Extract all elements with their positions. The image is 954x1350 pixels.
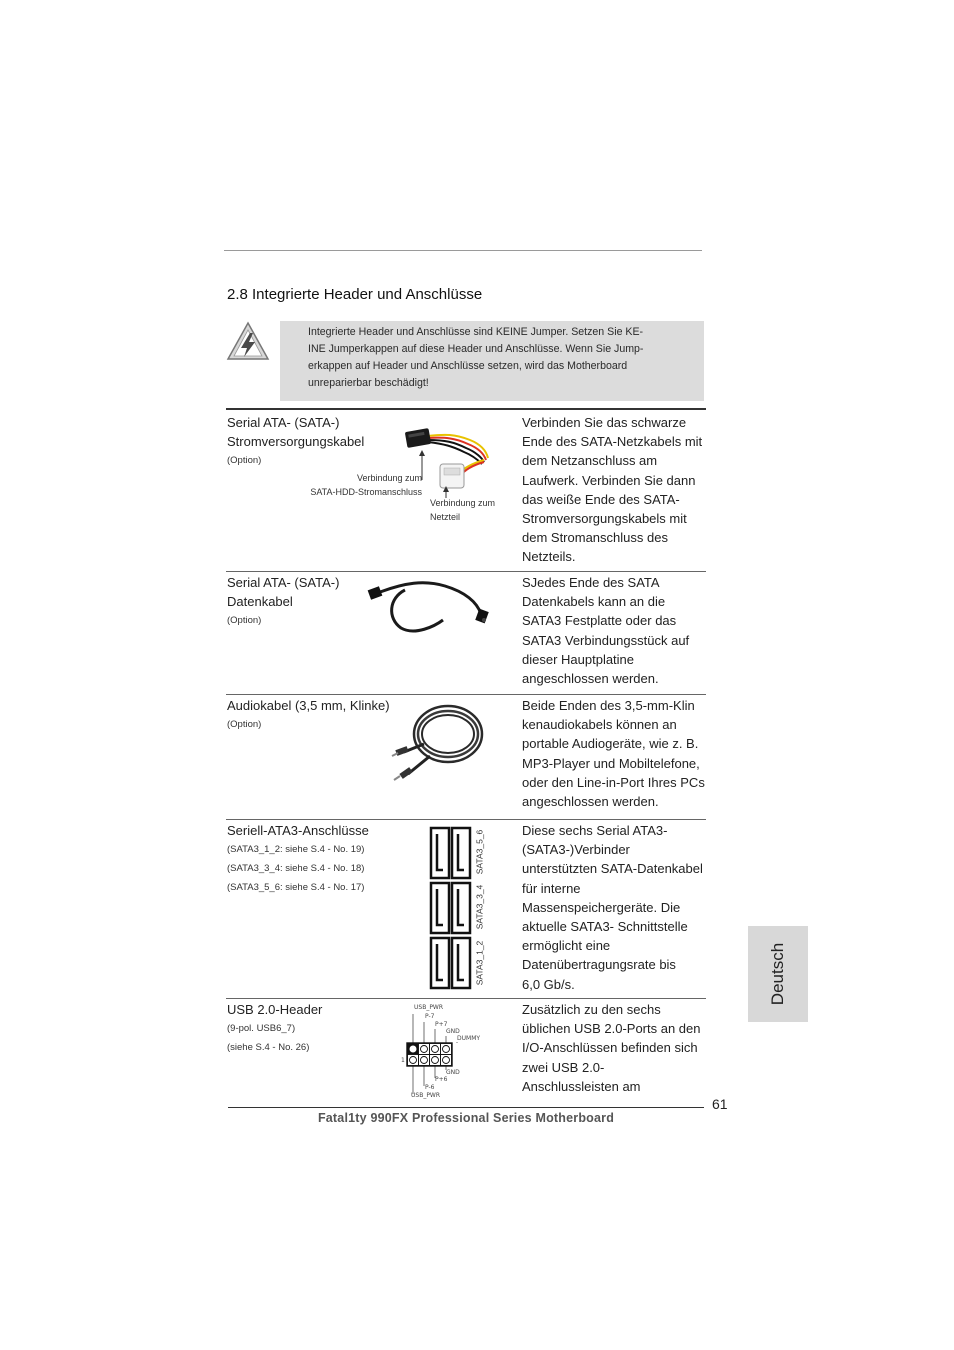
pin-label: 1 [401, 1057, 405, 1064]
sub-label: (SATA3_3_4: siehe S.4 - No. 18) [227, 863, 365, 874]
top-divider [224, 250, 702, 251]
pin-label: P-6 [425, 1084, 435, 1091]
table-top-rule [226, 408, 706, 410]
row-divider [226, 819, 706, 820]
row-label-line: Serial ATA- (SATA-) [227, 575, 340, 590]
pin-label: GND [446, 1028, 460, 1035]
row-divider [226, 571, 706, 572]
row-description: Beide Enden des 3,5-mm-Klin kenaudiokabels können an portable Audiogeräte, wie z. B. MP3-Player und Mobiltelefone, oder den Line-in-Port Ihres PCs angeschlossen werden. [522, 698, 705, 810]
row-label-line: Seriell-ATA3-Anschlüsse [227, 823, 369, 838]
connector-label-sata3-3-4: SATA3_3_4 [474, 884, 485, 930]
audio-cable-icon [390, 700, 490, 782]
language-tab-label: Deutsch [768, 942, 787, 1006]
pin-label: P+6 [435, 1076, 448, 1083]
pin-label: P+7 [435, 1021, 448, 1028]
row-description: Zusätzlich zu den sechs üblichen USB 2.0-Ports an den I/O-Anschlüssen befinden sich zwei USB 2.0- Anschlussleisten am [522, 1002, 701, 1094]
caption-hdd-connection: Verbindung zum SATA-HDD-Stromanschluss [310, 473, 422, 497]
connector-label-sata3-5-6: SATA3_5_6 [474, 829, 485, 875]
pin-label: P-7 [425, 1013, 435, 1020]
row-label-line: Stromversorgungskabel [227, 434, 365, 449]
sub-label: (9-pol. USB6_7) [227, 1023, 296, 1034]
row-label-line: Audiokabel (3,5 mm, Klinke) [227, 698, 390, 713]
option-label: (Option) [227, 719, 262, 730]
pin-label: USB_PWR [414, 1004, 444, 1011]
option-label: (Option) [227, 615, 262, 626]
row-divider [226, 694, 706, 695]
sata-power-cable-icon [400, 420, 500, 500]
sata-data-cable-icon [365, 576, 495, 636]
option-label: (Option) [227, 455, 262, 466]
footer-divider [228, 1107, 704, 1108]
sub-label: (SATA3_5_6: siehe S.4 - No. 17) [227, 882, 365, 893]
sata-connectors-icon [428, 826, 474, 990]
row-label-line: Datenkabel [227, 594, 293, 609]
page-number: 61 [712, 1096, 728, 1112]
pin-label: DUMMY [457, 1035, 481, 1042]
section-title: 2.8 Integrierte Header und Anschlüsse [227, 286, 483, 303]
caption-psu-connection: Verbindung zum Netzteil [430, 498, 496, 522]
row-label-line: Serial ATA- (SATA-) [227, 415, 340, 430]
usb-header-pinout-icon [404, 1008, 468, 1098]
sub-label: (siehe S.4 - No. 26) [227, 1042, 310, 1053]
warning-text: Integrierte Header und Anschlüsse sind KEINE Jumper. Setzen Sie KE- INE Jumperkappen auf diese Header und Anschlüsse. Wenn Sie Jump- erkappen auf Header und Anschlüsse setzen, wird das Motherboard unreparierbar beschädigt! [308, 326, 644, 389]
row-description: Verbinden Sie das schwarze Ende des SATA-Netzkabels mit dem Netzanschluss am Laufwerk. Verbinden Sie dann das weiße Ende des SATA- Stromversorgungskabels mit dem Stromanschluss des Netzteils. [522, 415, 703, 565]
footer-title: Fatal1ty 990FX Professional Series Motherboard [317, 1111, 615, 1125]
row-label-line: USB 2.0-Header [227, 1002, 323, 1017]
sub-label: (SATA3_1_2: siehe S.4 - No. 19) [227, 844, 365, 855]
row-divider [226, 998, 706, 999]
row-description: SJedes Ende des SATA Datenkabels kann an die SATA3 Festplatte oder das SATA3 Verbindungsstück auf dieser Hauptplatine angeschlossen werden. [522, 575, 690, 687]
connector-label-sata3-1-2: SATA3_1_2 [474, 940, 485, 986]
warning-triangle-icon [226, 321, 270, 361]
pin-label: USB_PWR [411, 1092, 441, 1099]
row-description: Diese sechs Serial ATA3- (SATA3-)Verbinder unterstützten SATA-Datenkabel für interne Massenspeichergeräte. Die aktuelle SATA3- Schnittstelle ermöglicht eine Datenübertragungsrate bis 6,0 Gb/s. [522, 823, 703, 992]
pin-label: GND [446, 1069, 460, 1076]
